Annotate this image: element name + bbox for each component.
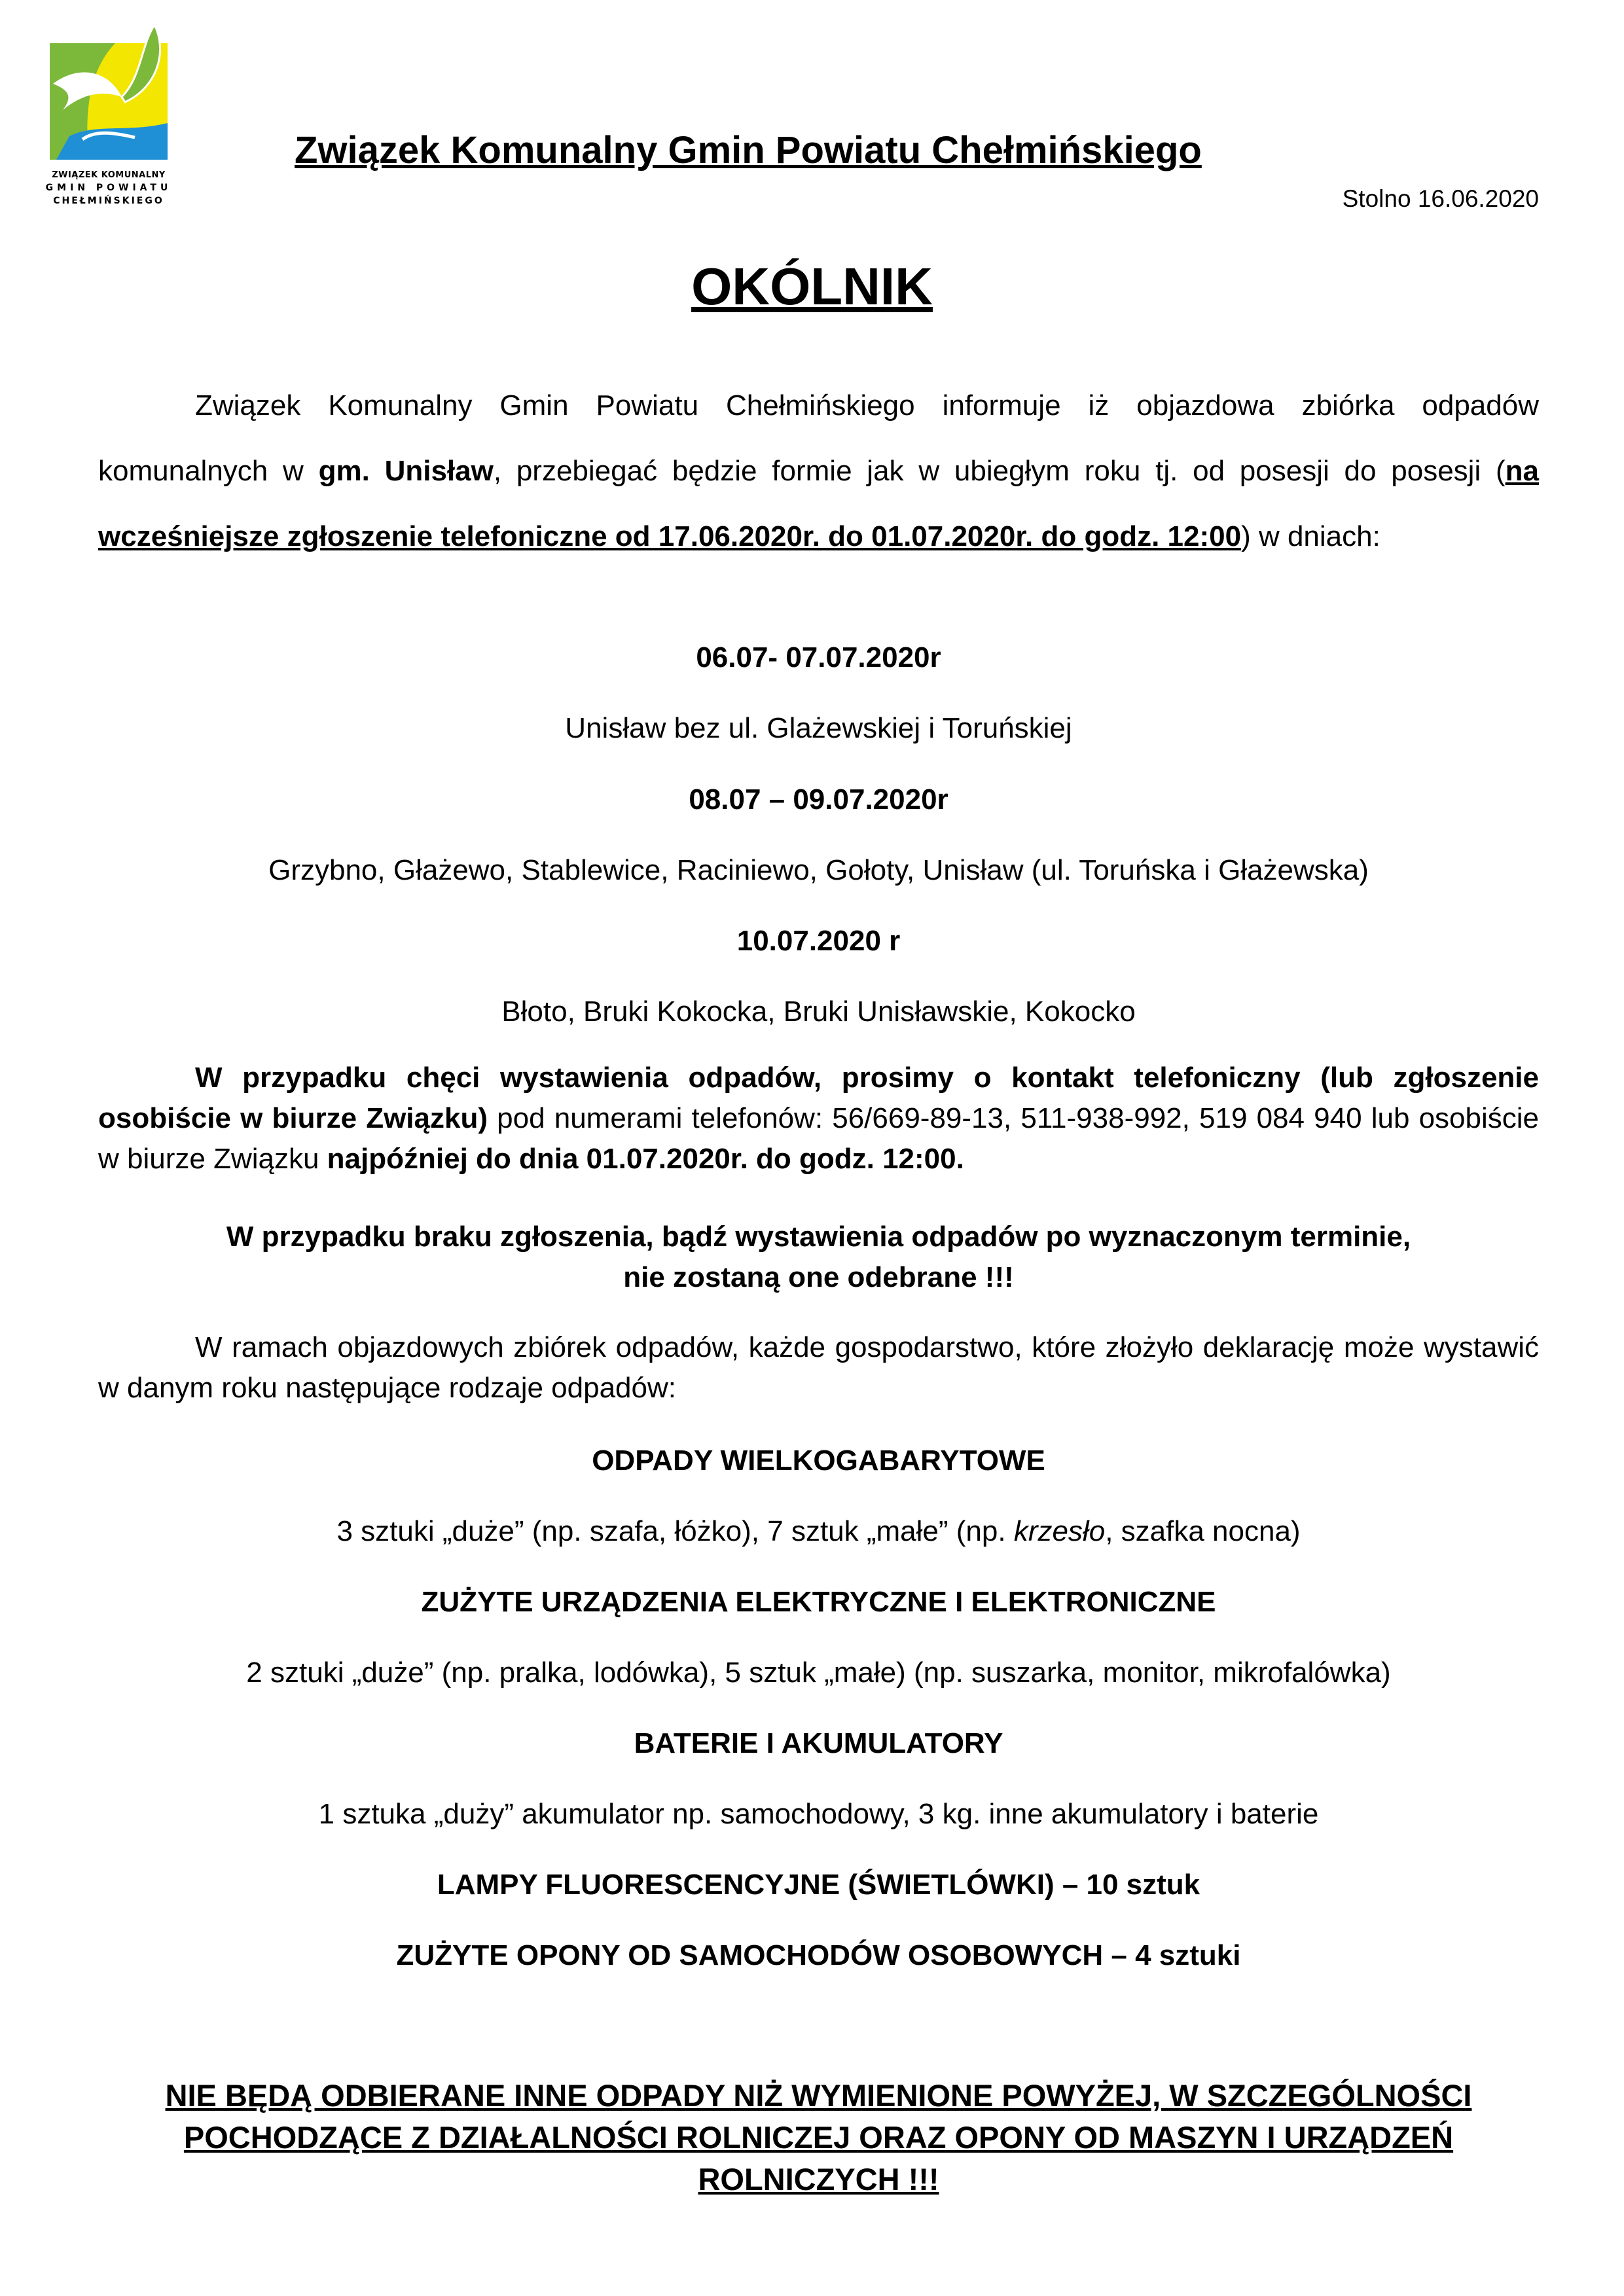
category-1-desc-text-2: , szafka nocna) — [1105, 1515, 1301, 1547]
logo-text-line1: ZWIĄZEK KOMUNALNY — [52, 170, 166, 180]
logo-text-line3: CHEŁMIŃSKIEGO — [53, 196, 164, 206]
category-2-desc: 2 sztuki „duże” (np. pralka, lodówka), 5 sztuk „małe) (np. suszarka, monitor, mikrofalówka) — [246, 1657, 1391, 1689]
category-1-title: ODPADY WIELKOGABARYTOWE — [592, 1444, 1045, 1477]
intro-gmina: gm. Unisław — [318, 455, 494, 487]
final-line-2: POCHODZĄCE Z DZIAŁALNOŚCI ROLNICZEJ ORAZ OPONY OD MASZYN I URZĄDZEŃ — [183, 2120, 1454, 2155]
document-title: OKÓLNIK — [691, 257, 933, 315]
logo-text-line2: GMIN POWIATU — [45, 183, 172, 193]
document-date: Stolno 16.06.2020 — [1342, 185, 1539, 212]
contact-text-normal: pod numerami telefonów: 56/669-89-13, 511-938-992, 519 084 940 lub osobiście w biurze Związku — [98, 1102, 1539, 1175]
logo — [43, 25, 174, 206]
schedule-places-1: Unisław bez ul. Glażewskiej i Toruńskiej — [565, 712, 1072, 744]
schedule-date-3: 10.07.2020 r — [736, 925, 901, 957]
category-5-title: ZUŻYTE OPONY OD SAMOCHODÓW OSOBOWYCH – 4 sztuki — [396, 1939, 1241, 1971]
intro-paragraph — [98, 373, 1539, 569]
category-1-desc-italic: krzesło — [1013, 1515, 1106, 1547]
schedule-places-2: Grzybno, Głażewo, Stablewice, Raciniewo, Gołoty, Unisław (ul. Toruńska i Głażewska) — [268, 854, 1369, 886]
schedule-date-1: 06.07- 07.07.2020r — [696, 641, 941, 673]
warning-notice — [98, 1217, 1539, 1298]
contact-deadline: najpóźniej do dnia 01.07.2020r. do godz. 12:00. — [327, 1143, 964, 1175]
intro-text-3: ) w dniach: — [1241, 520, 1380, 552]
bird-leaf-logo-icon — [43, 25, 174, 162]
contact-paragraph — [98, 1058, 1539, 1179]
category-3-desc: 1 sztuka „duży” akumulator np. samochodowy, 3 kg. inne akumulatory i baterie — [318, 1798, 1319, 1830]
warning-line-1: W przypadku braku zgłoszenia, bądź wystawienia odpadów po wyznaczonym terminie, — [226, 1221, 1411, 1253]
contact-text-bold-1: W przypadku chęci wystawienia odpadów, prosimy o kontakt telefoniczny (lub zgłoszenie osobiście w biurze Związku) — [98, 1062, 1539, 1134]
organization-name: Związek Komunalny Gmin Powiatu Chełmińskiego — [295, 129, 1202, 171]
category-4-title: LAMPY FLUORESCENCYJNE (ŚWIETLÓWKI) – 10 sztuk — [437, 1869, 1200, 1901]
frame-paragraph: W ramach objazdowych zbiórek odpadów, każde gospodarstwo, które złożyło deklarację może wystawić w danym roku następujące rodzaje odpadów: — [98, 1331, 1539, 1404]
final-notice — [98, 2075, 1539, 2200]
intro-text-2: , przebiegać będzie formie jak w ubiegłym roku tj. od posesji do posesji ( — [493, 455, 1506, 487]
intro-text-1: Związek Komunalny Gmin Powiatu Chełmińskiego informuje iż objazdowa zbiórka odpadów komunalnych w — [98, 389, 1539, 487]
category-1-desc — [98, 1512, 1539, 1551]
category-2-title: ZUŻYTE URZĄDZENIA ELEKTRYCZNE I ELEKTRONICZNE — [421, 1586, 1216, 1618]
category-1-desc-text-1: 3 sztuki „duże” (np. szafa, łóżko), 7 sztuk „małe” (np. — [336, 1515, 1014, 1547]
schedule-date-2: 08.07 – 09.07.2020r — [689, 783, 948, 816]
warning-line-2: nie zostaną one odebrane !!! — [623, 1261, 1014, 1293]
final-line-3: ROLNICZYCH !!! — [698, 2162, 939, 2197]
category-3-title: BATERIE I AKUMULATORY — [634, 1727, 1003, 1759]
intro-deadline: na wcześniejsze zgłoszenie telefoniczne od 17.06.2020r. do 01.07.2020r. do godz. 12:00 — [98, 455, 1539, 552]
final-line-1: NIE BĘDĄ ODBIERANE INNE ODPADY NIŻ WYMIENIONE POWYŻEJ, W SZCZEGÓLNOŚCI — [165, 2078, 1472, 2113]
schedule-places-3: Błoto, Bruki Kokocka, Bruki Unisławskie, Kokocko — [501, 996, 1136, 1028]
